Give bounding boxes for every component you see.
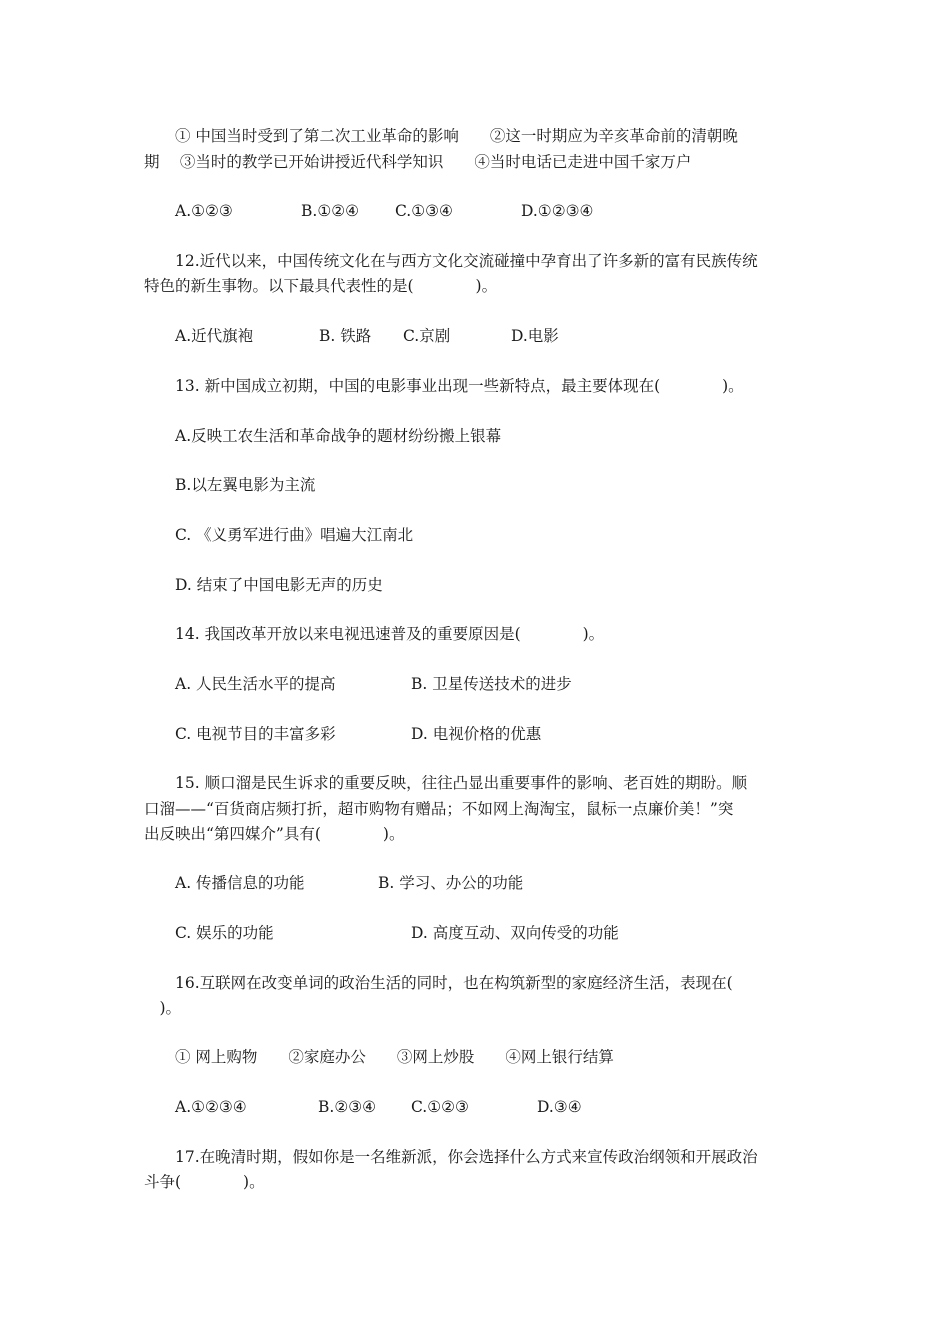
q11-statements-line1: ① 中国当时受到了第二次工业革命的影响 ②这一时期应为辛亥革命前的清朝晚 xyxy=(175,127,738,145)
q13-option-d: D. 结束了中国电影无声的历史 xyxy=(175,576,383,594)
q15-options-row1 xyxy=(144,871,839,896)
q15-options-row2 xyxy=(144,921,839,946)
q17-stem-line1: 17.在晚清时期，假如你是一名维新派，你会选择什么方式来宣传政治纲领和开展政治 xyxy=(175,1148,758,1166)
q13-stem: 13. 新中国成立初期，中国的电影事业出现一些新特点，最主要体现在( )。 xyxy=(175,377,744,395)
q12-option-c: C.京剧 xyxy=(403,327,451,345)
q11-option-d: D.①②③④ xyxy=(521,202,594,220)
q14-option-d: D. 电视价格的优惠 xyxy=(411,725,542,743)
q15-stem-line1: 15. 顺口溜是民生诉求的重要反映，往往凸显出重要事件的影响、老百姓的期盼。顺 xyxy=(175,774,748,792)
q11-statements-line2: 期 ③当时的教学已开始讲授近代科学知识 ④当时电话已走进中国千家万户 xyxy=(144,153,692,171)
q15-stem-line2: 口溜——“百货商店频打折，超市购物有赠品；不如网上淘淘宝，鼠标一点廉价美！”突 xyxy=(144,800,734,818)
q16-options xyxy=(144,1095,839,1120)
q14-option-c: C. 电视节目的丰富多彩 xyxy=(175,725,336,743)
q11-options xyxy=(144,199,839,224)
q16-option-a: A.①②③④ xyxy=(175,1098,247,1116)
q12-option-d: D.电影 xyxy=(511,327,559,345)
q16-option-d: D.③④ xyxy=(537,1098,582,1116)
q11-option-b: B.①②④ xyxy=(301,202,360,220)
q15-option-d: D. 高度互动、双向传受的功能 xyxy=(411,924,619,942)
q16-stem-line2: )。 xyxy=(144,999,182,1017)
q12-options xyxy=(144,324,839,349)
q11-option-c: C.①③④ xyxy=(395,202,453,220)
q15-option-b: B. 学习、办公的功能 xyxy=(378,874,524,892)
q12-stem-line1: 12.近代以来，中国传统文化在与西方文化交流碰撞中孕育出了许多新的富有民族传统 xyxy=(175,252,758,270)
q16-statements: ① 网上购物 ②家庭办公 ③网上炒股 ④网上银行结算 xyxy=(175,1048,614,1066)
q16-stem-line1: 16.互联网在改变单词的政治生活的同时，也在构筑新型的家庭经济生活，表现在( xyxy=(175,974,733,992)
q11-option-a: A.①②③ xyxy=(175,202,233,220)
q14-stem: 14. 我国改革开放以来电视迅速普及的重要原因是( )。 xyxy=(175,625,605,643)
q14-options-row1 xyxy=(144,672,839,697)
q15-option-a: A. 传播信息的功能 xyxy=(175,874,305,892)
q14-option-b: B. 卫星传送技术的进步 xyxy=(411,675,572,693)
q13-option-b: B.以左翼电影为主流 xyxy=(175,476,316,494)
q13-option-a: A.反映工农生活和革命战争的题材纷纷搬上银幕 xyxy=(175,427,502,445)
q16-option-b: B.②③④ xyxy=(318,1098,377,1116)
q16-option-c: C.①②③ xyxy=(411,1098,469,1116)
q12-option-a: A.近代旗袍 xyxy=(175,327,254,345)
q13-option-c: C. 《义勇军进行曲》唱遍大江南北 xyxy=(175,526,414,544)
q14-option-a: A. 人民生活水平的提高 xyxy=(175,675,336,693)
q15-option-c: C. 娱乐的功能 xyxy=(175,924,274,942)
q14-options-row2 xyxy=(144,722,839,747)
q12-stem-line2: 特色的新生事物。以下最具代表性的是( )。 xyxy=(144,277,498,295)
q12-option-b: B. 铁路 xyxy=(319,327,372,345)
q17-stem-line2: 斗争( )。 xyxy=(144,1173,265,1191)
q15-stem-line3: 出反映出“第四媒介”具有( )。 xyxy=(144,825,405,843)
